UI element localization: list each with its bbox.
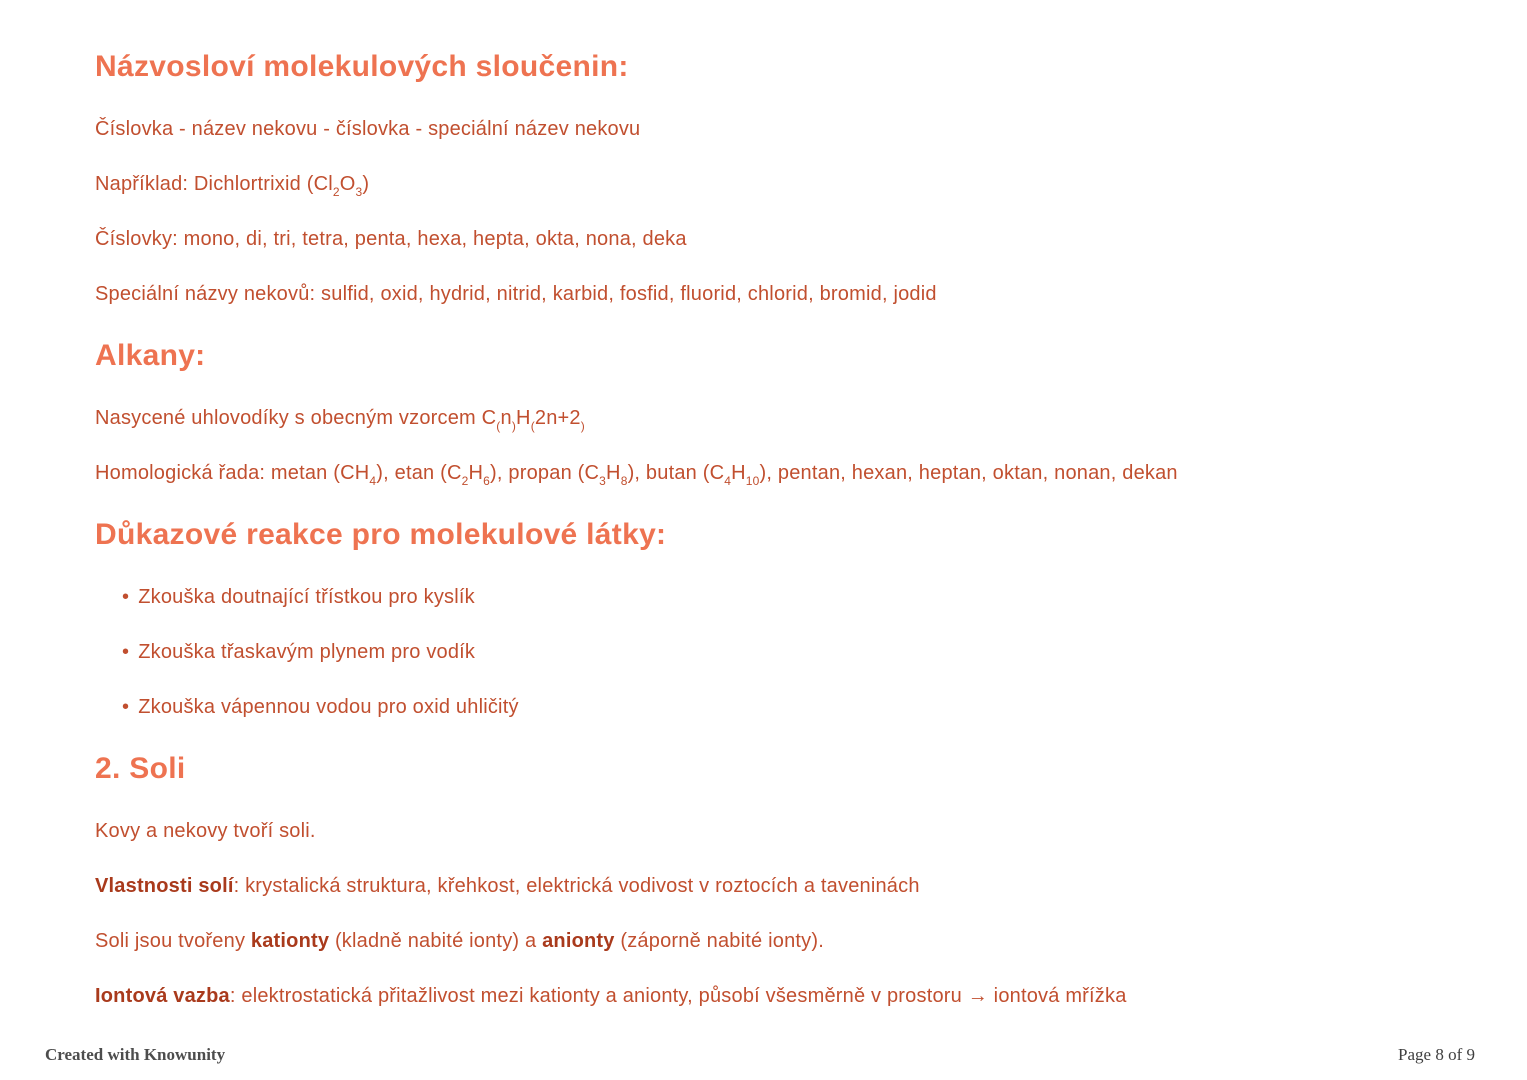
subscript-text: ( bbox=[496, 419, 501, 433]
bold-text: Iontová vazba bbox=[95, 985, 230, 1007]
section-heading bbox=[95, 48, 1477, 86]
subscript-text: ( bbox=[530, 419, 535, 433]
bullet-item bbox=[95, 640, 1477, 664]
text-run: n bbox=[500, 407, 512, 429]
footer-page-number: Page 8 of 9 bbox=[1398, 1045, 1475, 1064]
text-run: ), etan (C bbox=[376, 462, 462, 484]
text-run: Zkouška doutnající třístkou pro kyslík bbox=[138, 586, 475, 608]
bold-text: anionty bbox=[542, 930, 615, 952]
subscript-text: 4 bbox=[724, 474, 732, 488]
subscript-text: 2 bbox=[332, 185, 340, 199]
text-run: Kovy a nekovy tvoří soli. bbox=[95, 820, 316, 842]
text-run: 2n+2 bbox=[534, 407, 581, 429]
text-run: Číslovky: mono, di, tri, tetra, penta, hexa, hepta, okta, nona, deka bbox=[95, 228, 687, 250]
text-run: O bbox=[339, 173, 356, 195]
section-heading bbox=[95, 516, 1477, 554]
subscript-text: 10 bbox=[745, 474, 760, 488]
subscript-text: 4 bbox=[369, 474, 377, 488]
text-run: Nasycené uhlovodíky s obecným vzorcem C bbox=[95, 407, 497, 429]
paragraph bbox=[95, 227, 1477, 251]
paragraph bbox=[95, 874, 1477, 898]
text-run: H bbox=[516, 407, 531, 429]
text-run: (záporně nabité ionty). bbox=[614, 930, 824, 952]
paragraph bbox=[95, 819, 1477, 843]
subscript-text: 3 bbox=[599, 474, 607, 488]
text-run: 2. Soli bbox=[95, 752, 186, 785]
text-run: Zkouška třaskavým plynem pro vodík bbox=[138, 641, 476, 663]
text-run: Číslovka - název nekovu - číslovka - speciální název nekovu bbox=[95, 118, 641, 140]
paragraph bbox=[95, 984, 1477, 1008]
text-run: ), butan (C bbox=[627, 462, 725, 484]
text-run: Soli jsou tvořeny bbox=[95, 930, 251, 952]
paragraph bbox=[95, 406, 1477, 433]
text-run: Například: Dichlortrixid (Cl bbox=[95, 173, 333, 195]
subscript-text: 8 bbox=[620, 474, 628, 488]
bullet-icon: • bbox=[122, 586, 130, 608]
paragraph bbox=[95, 282, 1477, 306]
text-run: ) bbox=[362, 173, 370, 195]
bullet-item bbox=[95, 695, 1477, 719]
bullet-icon: • bbox=[122, 696, 130, 718]
bold-text: Vlastnosti solí bbox=[95, 875, 234, 897]
document-flow bbox=[95, 48, 1477, 1039]
text-run: H bbox=[606, 462, 621, 484]
paragraph bbox=[95, 461, 1477, 488]
subscript-text: 3 bbox=[355, 185, 363, 199]
footer-credit: Created with Knowunity bbox=[45, 1045, 226, 1064]
text-run: ), pentan, hexan, heptan, oktan, nonan, dekan bbox=[759, 462, 1178, 484]
paragraph bbox=[95, 929, 1477, 953]
text-run: Alkany: bbox=[95, 339, 206, 372]
text-run: Názvosloví molekulových sloučenin: bbox=[95, 50, 629, 83]
bullet-item bbox=[95, 585, 1477, 609]
text-run: Důkazové reakce pro molekulové látky: bbox=[95, 518, 667, 551]
text-run: : elektrostatická přitažlivost mezi kationty a anionty, působí všesměrně v prostoru → iontová mřížka bbox=[229, 985, 1127, 1007]
subscript-text: 6 bbox=[483, 474, 491, 488]
text-run: H bbox=[731, 462, 746, 484]
bullet-icon: • bbox=[122, 641, 130, 663]
subscript-text: ) bbox=[580, 419, 585, 433]
text-run: Speciální názvy nekovů: sulfid, oxid, hydrid, nitrid, karbid, fosfid, fluorid, chlorid, bromid, jodid bbox=[95, 283, 937, 305]
text-run: Zkouška vápennou vodou pro oxid uhličitý bbox=[138, 696, 519, 718]
subscript-text: 2 bbox=[461, 474, 469, 488]
section-heading bbox=[95, 750, 1477, 788]
text-run: (kladně nabité ionty) a bbox=[329, 930, 543, 952]
paragraph bbox=[95, 117, 1477, 141]
text-run: : krystalická struktura, křehkost, elektrická vodivost v roztocích a taveninách bbox=[233, 875, 920, 897]
subscript-text: ) bbox=[511, 419, 517, 433]
section-heading bbox=[95, 337, 1477, 375]
paragraph bbox=[95, 172, 1477, 199]
bold-text: kationty bbox=[250, 930, 330, 952]
text-run: ), propan (C bbox=[490, 462, 600, 484]
text-run: Homologická řada: metan (CH bbox=[95, 462, 370, 484]
text-run: H bbox=[468, 462, 484, 484]
